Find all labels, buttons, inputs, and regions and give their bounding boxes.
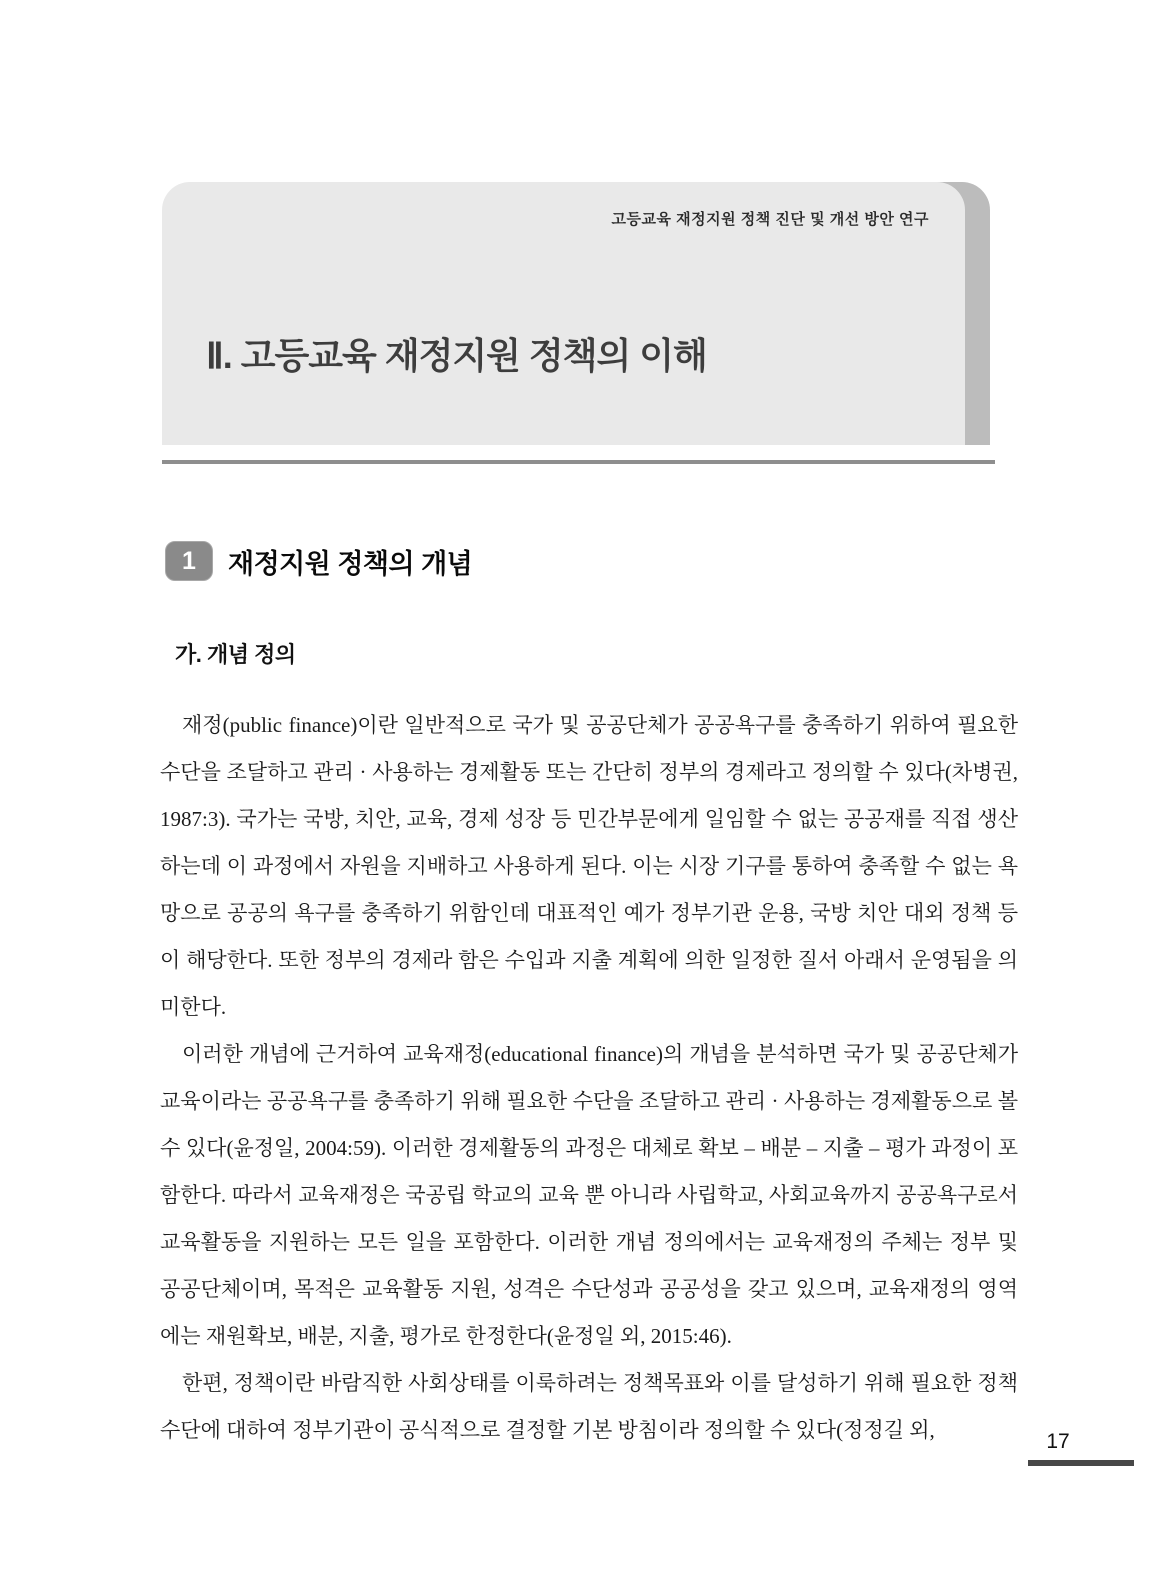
body-text <box>160 702 1018 1454</box>
body-paragraph-3: 한편, 정책이란 바람직한 사회상태를 이룩하려는 정책목표와 이를 달성하기 위해 필요한 정책수단에 대하여 정부기관이 공식적으로 결정할 기본 방침이라 정의할 수 있다(정정길 외, <box>160 1371 1018 1442</box>
footer-bar <box>1028 1460 1134 1466</box>
section-number-badge: 1 <box>165 541 213 581</box>
section-heading <box>165 541 472 581</box>
body-paragraph-1: 재정(public finance)이란 일반적으로 국가 및 공공단체가 공공욕구를 충족하기 위하여 필요한 수단을 조달하고 관리 · 사용하는 경제활동 또는 간단히 정부의 경제라고 정의할 수 있다(차병권, 1987:3). 국가는 국방, 치안, 교육, 경제 성장 등 민간부문에게 일임할 수 없는 공공재를 직접 생산하는데 이 과정에서 자원을 지배하고 사용하게 된다. 이는 시장 기구를 통하여 충족할 수 없는 욕망으로 공공의 욕구를 충족하기 위함인데 대표적인 예가 정부기관 운용, 국방 치안 대외 정책 등이 해당한다. 또한 정부의 경제라 함은 수입과 지출 계획에 의한 일정한 질서 아래서 운영됨을 의미한다. <box>160 713 1018 1019</box>
chapter-banner <box>162 182 965 445</box>
divider-rule <box>162 460 995 464</box>
chapter-title: Ⅱ. 고등교육 재정지원 정책의 이해 <box>206 335 707 376</box>
running-title: 고등교육 재정지원 정책 진단 및 개선 방안 연구 <box>611 211 929 228</box>
subsection-title: 가. 개념 정의 <box>175 642 296 667</box>
page-number: 17 <box>1046 1430 1070 1453</box>
section-title: 재정지원 정책의 개념 <box>228 548 473 579</box>
body-paragraph-2: 이러한 개념에 근거하여 교육재정(educational finance)의 개념을 분석하면 국가 및 공공단체가 교육이라는 공공욕구를 충족하기 위해 필요한 수단을 조달하고 관리 · 사용하는 경제활동으로 볼 수 있다(윤정일, 2004:59). 이러한 경제활동의 과정은 대체로 확보 – 배분 – 지출 – 평가 과정이 포함한다. 따라서 교육재정은 국공립 학교의 교육 뿐 아니라 사립학교, 사회교육까지 공공욕구로서 교육활동을 지원하는 모든 일을 포함한다. 이러한 개념 정의에서는 교육재정의 주체는 정부 및 공공단체이며, 목적은 교육활동 지원, 성격은 수단성과 공공성을 갖고 있으며, 교육재정의 영역에는 재원확보, 배분, 지출, 평가로 한정한다(윤정일 외, 2015:46). <box>160 1042 1018 1348</box>
